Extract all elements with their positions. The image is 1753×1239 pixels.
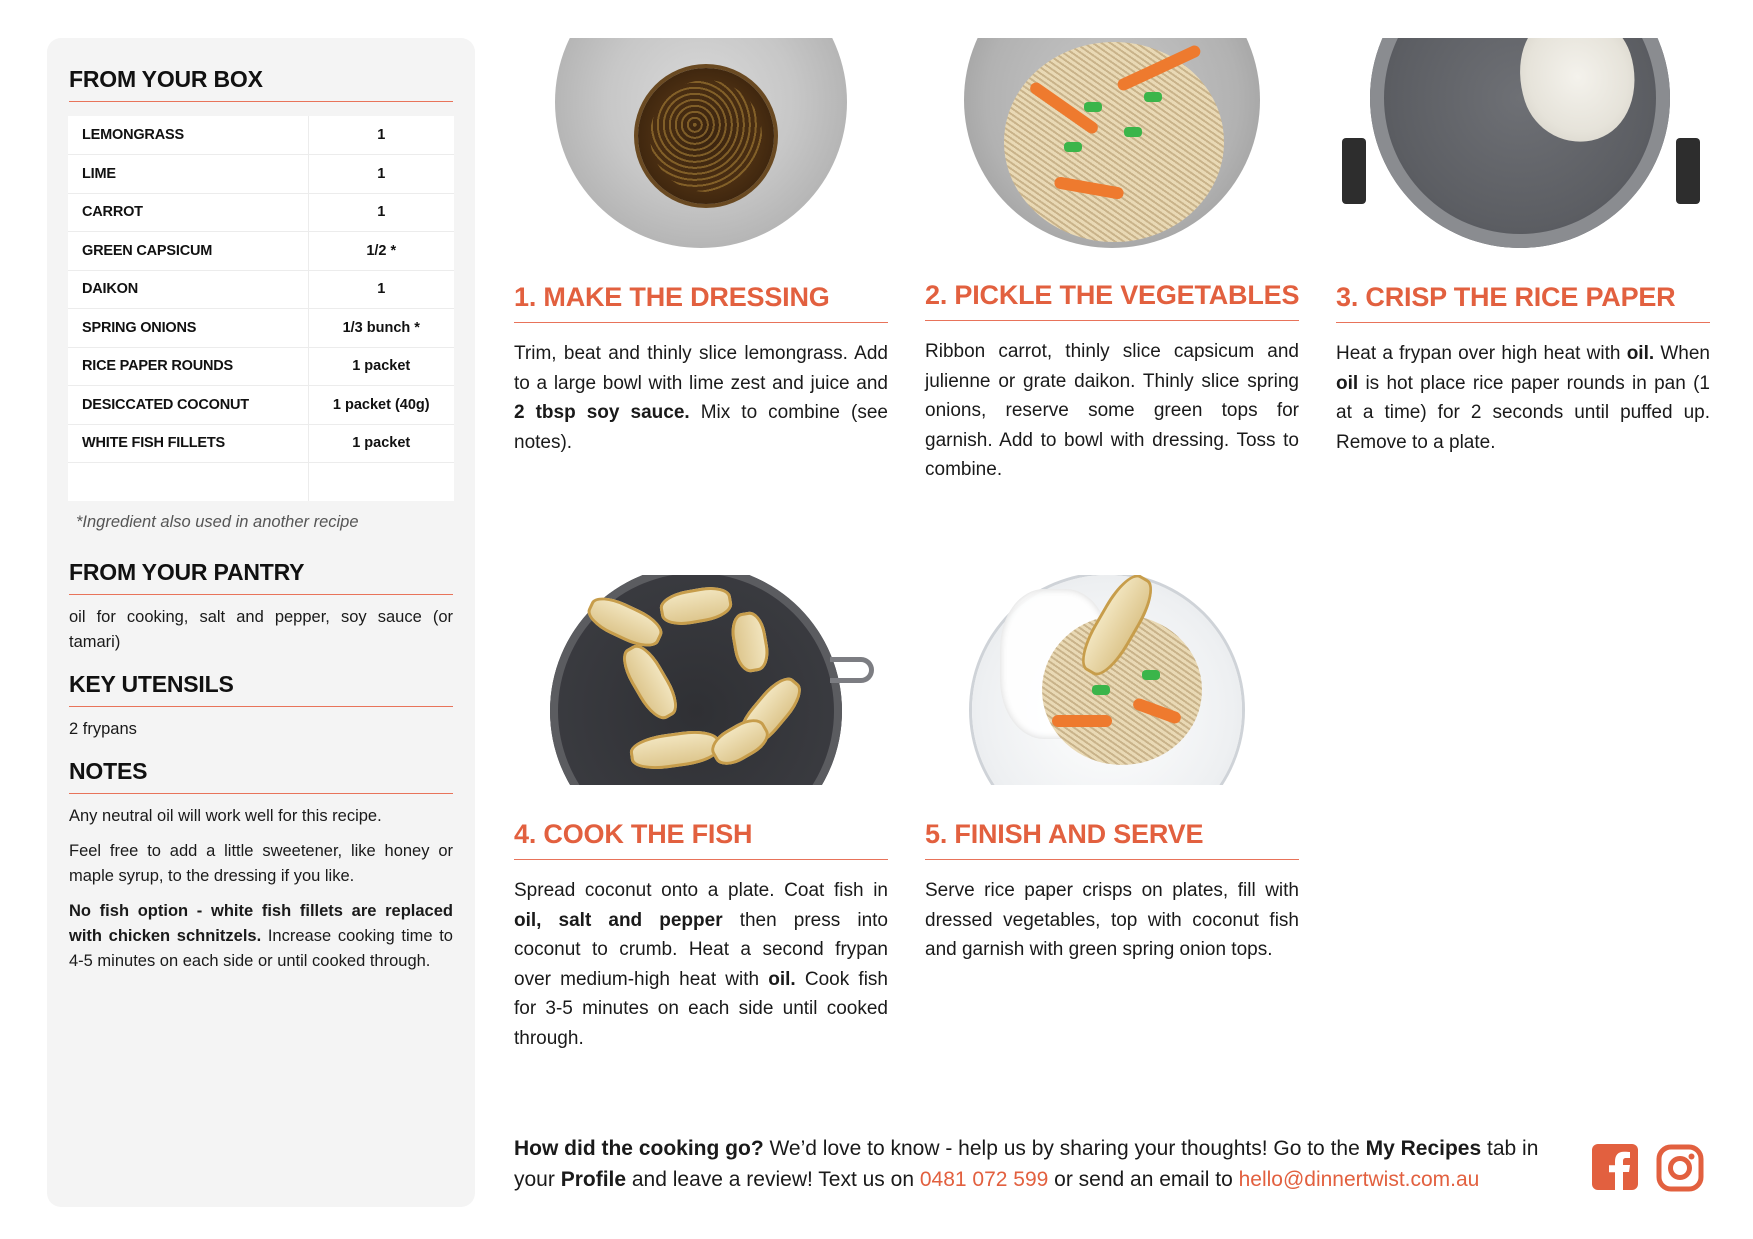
utensils-section xyxy=(69,671,453,742)
step-2-title: 2. PICKLE THE VEGETABLES xyxy=(925,280,1299,321)
ingredient-qty: 1 packet (40g) xyxy=(332,396,430,413)
ingredient-row xyxy=(68,270,454,309)
notes-text xyxy=(69,804,453,974)
ingredient-qty: 1 packet xyxy=(352,435,411,452)
ingredient-row xyxy=(68,155,454,194)
ingredient-qty: 1/2 * xyxy=(366,242,397,259)
step-5-photo xyxy=(925,575,1299,785)
ingredient-row xyxy=(68,309,454,348)
step-1-title: 1. MAKE THE DRESSING xyxy=(514,282,888,323)
sidebar xyxy=(47,38,475,1207)
note-3-rest: Increase cooking time to 4-5 minutes on each side or until cooked through. xyxy=(69,926,453,970)
ingredient-name: WHITE FISH FILLETS xyxy=(68,424,308,463)
ingredient-name: LEMONGRASS xyxy=(68,116,308,155)
note-3 xyxy=(69,899,453,974)
ingredient-qty: 1/3 bunch * xyxy=(342,319,420,336)
ingredient-name: CARROT xyxy=(68,193,308,232)
pantry-text: oil for cooking, salt and pepper, soy sauce (or tamari) xyxy=(69,607,453,651)
step-5-title: 5. FINISH AND SERVE xyxy=(925,819,1299,860)
ingredient-qty: 1 xyxy=(377,204,386,221)
ingredient-name: LIME xyxy=(68,155,308,194)
ingredient-row-empty xyxy=(68,463,454,501)
step-2-photo xyxy=(925,38,1299,248)
profile-ref: Profile xyxy=(560,1168,627,1191)
email-link[interactable]: hello@dinnertwist.com.au xyxy=(1238,1168,1480,1191)
ingredient-footnote: *Ingredient also used in another recipe xyxy=(76,512,359,531)
box-heading: FROM YOUR BOX xyxy=(69,66,453,102)
step-2-text: Ribbon carrot, thinly slice capsicum and julienne or grate daikon. Thinly slice spring onions, reserve some green tops for garnish. Add to bowl with dressing. Toss to combine. xyxy=(925,341,1299,480)
step-1-text: Trim, beat and thinly slice lemongrass. Add to a large bowl with lime zest and juice and 2 tbsp soy sauce. Mix to combine (see notes). xyxy=(514,343,888,453)
step-4-title: 4. COOK THE FISH xyxy=(514,819,888,860)
ingredient-qty: 1 packet xyxy=(352,358,411,375)
step-5 xyxy=(925,575,1299,965)
step-3-text: Heat a frypan over high heat with oil. When oil is hot place rice paper rounds in pan (1 at a time) for 2 seconds until puffed up. Remove to a plate. xyxy=(1336,343,1710,453)
step-2 xyxy=(925,38,1299,485)
ingredient-name: DESICCATED COCONUT xyxy=(68,386,308,425)
ingredient-name: GREEN CAPSICUM xyxy=(68,232,308,271)
ingredient-row xyxy=(68,193,454,232)
utensils-heading: KEY UTENSILS xyxy=(69,671,453,707)
ingredient-row xyxy=(68,386,454,425)
ingredient-name: SPRING ONIONS xyxy=(68,309,308,348)
ingredient-qty: 1 xyxy=(377,165,386,182)
pantry-heading: FROM YOUR PANTRY xyxy=(69,559,453,595)
ingredient-qty: 1 xyxy=(377,127,386,143)
my-recipes-tab-ref: My Recipes xyxy=(1365,1137,1482,1160)
pantry-section xyxy=(69,559,453,655)
footer-question: How did the cooking go? xyxy=(514,1137,764,1160)
notes-heading: NOTES xyxy=(69,758,453,794)
step-4-photo xyxy=(514,575,888,785)
ingredient-row xyxy=(68,424,454,463)
note-2: Feel free to add a little sweetener, like honey or maple syrup, to the dressing if you like. xyxy=(69,841,453,885)
ingredients-table xyxy=(68,116,454,501)
step-4 xyxy=(514,575,888,1053)
note-3-bold: No fish option - white fish fillets are replaced with chicken schnitzels. xyxy=(69,901,453,945)
notes-section xyxy=(69,758,453,974)
phone-link[interactable]: 0481 072 599 xyxy=(919,1168,1049,1191)
step-3 xyxy=(1336,38,1710,457)
ingredient-qty: 1 xyxy=(377,281,386,298)
step-1-photo xyxy=(514,38,888,248)
step-3-photo xyxy=(1336,38,1710,248)
note-1: Any neutral oil will work well for this recipe. xyxy=(69,806,382,825)
instagram-icon[interactable] xyxy=(1656,1144,1704,1192)
step-4-text: Spread coconut onto a plate. Coat fish in oil, salt and pepper then press into coconut to crumb. Heat a second frypan over medium-high heat with oil. Cook fish for 3-5 minutes on each side until cooked through. xyxy=(514,880,888,1049)
facebook-icon[interactable] xyxy=(1592,1144,1638,1190)
step-3-title: 3. CRISP THE RICE PAPER xyxy=(1336,282,1710,323)
ingredient-name: DAIKON xyxy=(68,270,308,309)
ingredient-name: RICE PAPER ROUNDS xyxy=(68,347,308,386)
utensils-text: 2 frypans xyxy=(69,719,137,738)
ingredient-row xyxy=(68,116,454,155)
ingredient-row xyxy=(68,347,454,386)
ingredient-row xyxy=(68,232,454,271)
review-footer: How did the cooking go? We’d love to know - help us by sharing your thoughts! Go to the My Recipes tab in your Profile and leave a review! Text us on 0481 072 599 or send an email to hello@dinnertwist.com.au xyxy=(514,1137,1539,1191)
step-5-text: Serve rice paper crisps on plates, fill with dressed vegetables, top with coconut fish and garnish with green spring onion tops. xyxy=(925,880,1299,960)
step-1 xyxy=(514,38,888,457)
